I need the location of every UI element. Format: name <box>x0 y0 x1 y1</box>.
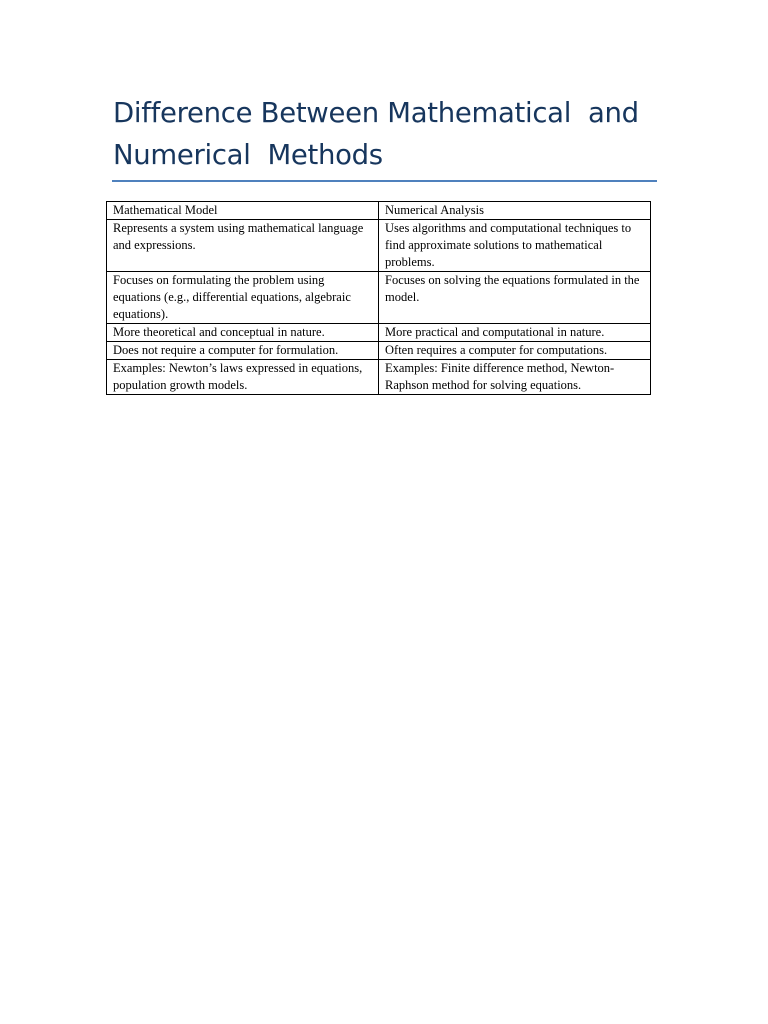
title-divider <box>112 180 657 182</box>
table-cell-model: Does not require a computer for formulation. <box>107 342 379 360</box>
table-cell-model: Focuses on formulating the problem using equations (e.g., differential equations, algebraic equations). <box>107 272 379 324</box>
table-cell-analysis: Focuses on solving the equations formulated in the model. <box>379 272 651 324</box>
table-cell-analysis: More practical and computational in nature. <box>379 324 651 342</box>
table-cell-model: Represents a system using mathematical language and expressions. <box>107 220 379 272</box>
table-cell-model: Examples: Newton’s laws expressed in equations, population growth models. <box>107 360 379 395</box>
page-title: Difference Between Mathematical and Numerical Methods <box>113 97 648 171</box>
table-row <box>107 324 651 342</box>
comparison-table <box>106 201 651 395</box>
table-row <box>107 360 651 395</box>
table-header-row <box>107 202 651 220</box>
table-cell-analysis: Examples: Finite difference method, Newton-Raphson method for solving equations. <box>379 360 651 395</box>
table-row <box>107 342 651 360</box>
column-header-numerical-analysis: Numerical Analysis <box>379 202 651 220</box>
table-cell-model: More theoretical and conceptual in nature. <box>107 324 379 342</box>
table-cell-analysis: Uses algorithms and computational techniques to find approximate solutions to mathematical problems. <box>379 220 651 272</box>
column-header-mathematical-model: Mathematical Model <box>107 202 379 220</box>
table-row <box>107 272 651 324</box>
table-row <box>107 220 651 272</box>
table-cell-analysis: Often requires a computer for computations. <box>379 342 651 360</box>
